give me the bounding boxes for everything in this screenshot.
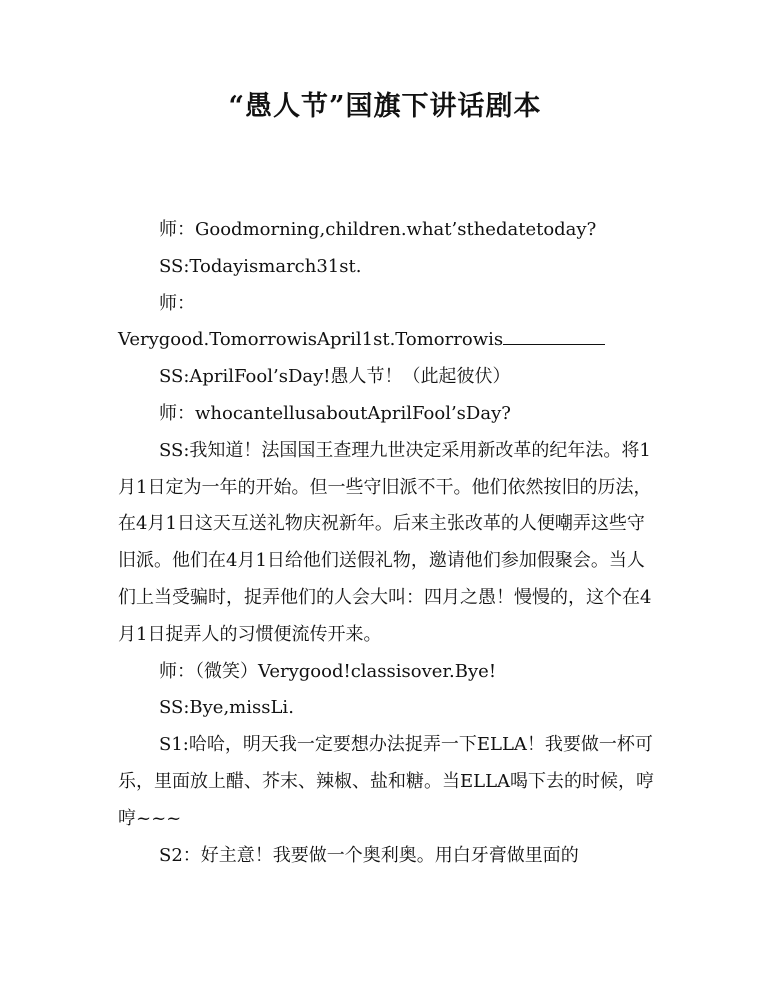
paragraph-students-date: SS:Todayismarch31st. [159,255,362,277]
paragraph-teacher-closing: 师：（微笑）Verygood!classisover.Bye! [159,660,497,682]
paragraph-s1-plan: S1:哈哈，明天我一定要想办法捉弄一下ELLA！我要做一杯可乐，里面放上醋、芥末、辣椒、盐和糖。当ELLA喝下去的时候，哼哼~~~ [118,734,655,829]
script-body [118,212,658,874]
paragraph-teacher-greeting: 师：Goodmorning,children.what’sthedatetoday? [159,219,597,240]
fill-in-text: Verygood.TomorrowisApril1st.Tomorrowis [118,329,504,351]
paragraph-teacher-prompt: 师： [159,292,195,314]
paragraph-students-bye: SS:Bye,missLi. [159,697,294,719]
paragraph-s2-plan: S2：好主意！我要做一个奥利奥。用白牙膏做里面的 [159,844,579,866]
fill-in-blank [503,322,605,345]
fill-in-line [118,322,658,359]
document-title: “愚人节”国旗下讲话剧本 [228,91,542,122]
paragraph-teacher-question: 师：whocantellusaboutAprilFool’sDay? [159,402,511,424]
paragraph-students-april-fool: SS:AprilFool’sDay!愚人节！（此起彼伏） [159,366,511,388]
paragraph-students-history: SS:我知道！法国国王查理九世决定采用新改革的纪年法。将1月1日定为一年的开始。但一些守旧派不干。他们依然按旧的历法，在4月1日这天互送礼物庆祝新年。后来主张改革的人便嘲弄这些守旧派。他们在4月1日给他们送假礼物，邀请他们参加假聚会。当人们上当受骗时，捉弄他们的人会大叫：四月之愚！慢慢的，这个在4月1日捉弄人的习惯便流传开来。 [118,439,652,645]
